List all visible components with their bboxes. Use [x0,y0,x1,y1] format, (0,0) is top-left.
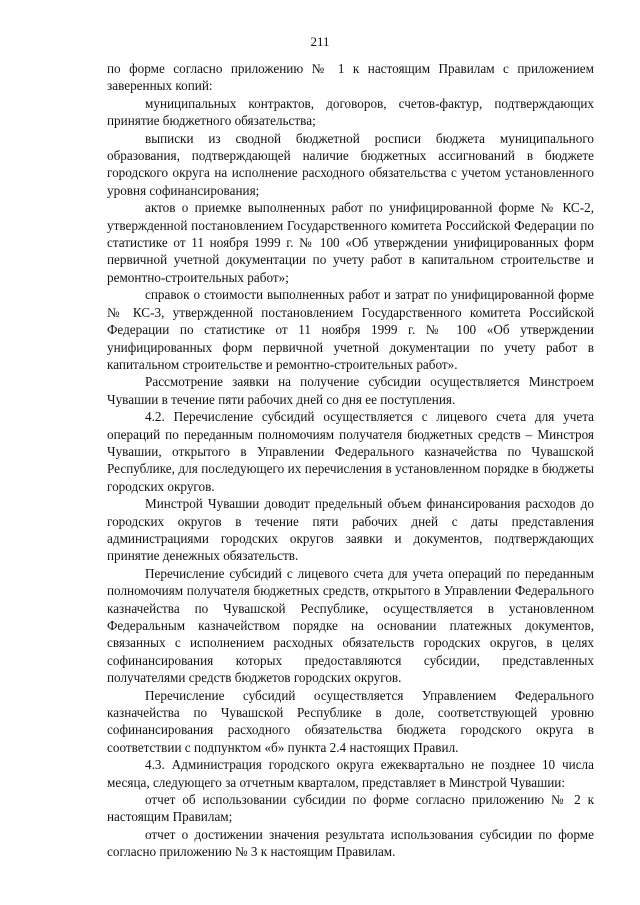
paragraph: Перечисление субсидий осуществляется Управлением Федерального казначейства по Чувашской Республике в доле, соответствующей уровню софинансирования расходного обязательства бюджета городского округа в соответствии с подпунктом «б» пункта 2.4 настоящих Правил. [107,687,594,755]
paragraph: Минстрой Чувашии доводит предельный объем финансирования расходов до городских округов в течение пяти рабочих дней с даты представления администрациями городских округов заявки и документов, подтверждающих принятие денежных обязательств. [107,496,594,564]
page-number: 211 [310,34,330,49]
document-body [107,60,594,861]
paragraph: муниципальных контрактов, договоров, счетов-фактур, подтверждающих принятие бюджетного обязательства; [107,95,594,129]
paragraph: выписки из сводной бюджетной росписи бюджета муниципального образования, подтверждающей наличие бюджетных ассигнований в бюджете городского округа на исполнение расходного обязательства с учетом установленного уровня софинансирования; [107,130,594,198]
paragraph: 4.2. Перечисление субсидий осуществляется с лицевого счета для учета операций по переданным полномочиям получателя бюджетных средств – Минстроя Чувашии, открытого в Управлении Федерального казначейства по Чувашской Республике, для последующего их перечисления в установленном порядке в бюджеты городских округов. [107,409,594,494]
paragraph: Перечисление субсидий с лицевого счета для учета операций по переданным полномочиям получателя бюджетных средств, открытого в Управлении Федерального казначейства по Чувашской Республике, осуществляется в установленном Федеральным казначейством порядке на основании платежных документов, связанных с исполнением расходных обязательств городских округов, в целях софинансирования которых предоставляются субсидии, представленных получателями средств бюджетов городских округов. [107,565,594,686]
paragraph: отчет об использовании субсидии по форме согласно приложению № 2 к настоящим Правилам; [107,792,594,825]
paragraph: 4.3. Администрация городского округа ежеквартально не позднее 10 числа месяца, следующего за отчетным кварталом, представляет в Минстрой Чувашии: [107,757,594,790]
paragraph: по форме согласно приложению № 1 к настоящим Правилам с приложением заверенных копий: [107,61,594,94]
paragraph: справок о стоимости выполненных работ и затрат по унифицированной форме № КС-3, утвержденной постановлением Государственного комитета Российской Федерации по статистике от 11 ноября 1999 г. № 100 «Об утверждении унифицированных форм первичной учетной документации по учету работ в капитальном строительстве и ремонтно-строительных работ». [107,287,594,372]
paragraph: актов о приемке выполненных работ по унифицированной форме № КС-2, утвержденной постановлением Государственного комитета Российской Федерации по статистике от 11 ноября 1999 г. № 100 «Об утверждении унифицированных форм первичной учетной документации по учету работ в капитальном строительстве и ремонтно-строительных работ»; [107,200,594,285]
paragraph: Рассмотрение заявки на получение субсидии осуществляется Минстроем Чувашии в течение пяти рабочих дней со дня ее поступления. [107,374,594,407]
paragraph: отчет о достижении значения результата использования субсидии по форме согласно приложению № 3 к настоящим Правилам. [107,826,594,860]
